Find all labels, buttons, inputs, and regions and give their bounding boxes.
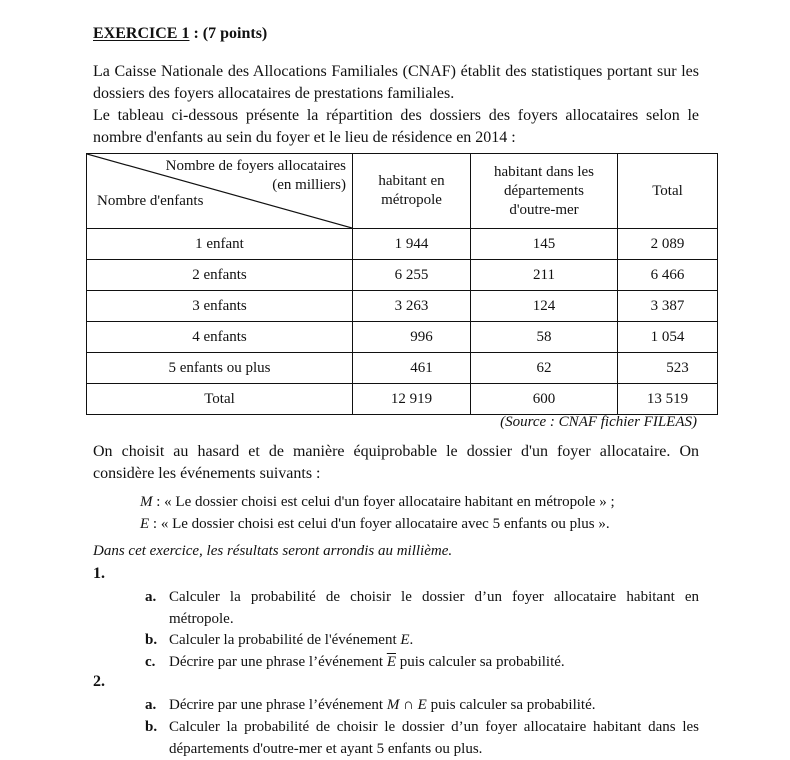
intro-line: dossiers des foyers allocataires de prestations familiales. (93, 85, 455, 102)
question-2b (145, 716, 699, 760)
corner-top-line: (en milliers) (272, 177, 346, 193)
question-1c (145, 651, 699, 673)
cell-metropole: 12 919 (353, 384, 471, 415)
intro-line: Le tableau ci-dessous présente la répartition des dossiers des foyers allocataires selon le (93, 107, 699, 124)
cell-total: 523 (618, 353, 718, 384)
part-text: Calculer la probabilité de l'événement (169, 632, 401, 648)
row-label: Total (87, 384, 353, 415)
exercise-title (93, 25, 267, 43)
table-row (87, 260, 718, 291)
cell-metropole: 996 (353, 322, 471, 353)
data-table (86, 153, 718, 415)
part-letter: a. (145, 697, 157, 713)
row-label: 5 enfants ou plus (87, 353, 353, 384)
col-header-total (618, 154, 718, 229)
part-letter: c. (145, 654, 156, 670)
part-text: métropole. (169, 611, 234, 627)
event-e-text: : « Le dossier choisi est celui d'un foyer allocataire avec 5 enfants ou plus ». (149, 516, 610, 532)
cell-metropole: 3 263 (353, 291, 471, 322)
table-row (87, 291, 718, 322)
cell-metropole: 461 (353, 353, 471, 384)
event-complement-symbol: $\overline{E}$ (386, 654, 396, 670)
intro-line: nombre d'enfants au sein du foyer et le lieu de résidence en 2014 : (93, 129, 516, 146)
event-e-symbol: E (140, 516, 150, 532)
cell-outre-mer: 600 (471, 384, 618, 415)
col-header-line: d'outre-mer (509, 201, 579, 218)
question-1b (145, 629, 699, 651)
part-text: puis calculer sa probabilité. (426, 697, 596, 713)
col-header-line: habitant dans les (494, 163, 594, 180)
table-row (87, 353, 718, 384)
col-header-line: départements (504, 182, 584, 199)
exercise-label: EXERCICE 1 (93, 25, 190, 42)
cell-total: 1 054 (618, 322, 718, 353)
event-e (140, 516, 610, 533)
row-label: 2 enfants (87, 260, 353, 291)
part-text: Décrire par une phrase l’événement (169, 697, 387, 713)
context-paragraph (93, 441, 699, 485)
event-intersection-symbol: M ∩ E (386, 697, 427, 713)
part-text: . (409, 632, 414, 648)
cell-outre-mer: 145 (471, 229, 618, 260)
cell-total: 3 387 (618, 291, 718, 322)
corner-top-line: Nombre de foyers allocataires (165, 158, 346, 174)
table-corner-cell (87, 154, 353, 229)
table-source: (Source : CNAF fichier FILEAS) (500, 414, 697, 430)
event-symbol: E (400, 632, 410, 648)
table-row (87, 229, 718, 260)
col-header-line: Total (652, 182, 683, 199)
part-text: puis calculer sa probabilité. (395, 654, 565, 670)
part-letter: b. (145, 632, 158, 648)
cell-total: 13 519 (618, 384, 718, 415)
cell-metropole: 6 255 (353, 260, 471, 291)
intro-line: La Caisse Nationale des Allocations Familiales (CNAF) établit des statistiques portant sur les (93, 63, 699, 80)
event-m-text: : « Le dossier choisi est celui d'un foyer allocataire habitant en métropole » ; (152, 494, 615, 510)
table-row (87, 322, 718, 353)
cell-total: 6 466 (618, 260, 718, 291)
intro-paragraph-1 (93, 61, 699, 105)
part-text: Calculer la probabilité de choisir le dossier d’un foyer allocataire habitant dans les (169, 719, 699, 735)
part-text: Calculer la probabilité de choisir le dossier d’un foyer allocataire habitant en (169, 589, 699, 605)
table-header-row (87, 154, 718, 229)
col-header-metropole (353, 154, 471, 229)
event-m-symbol: M (140, 494, 153, 510)
part-letter: b. (145, 719, 158, 735)
cell-outre-mer: 58 (471, 322, 618, 353)
part-text: Décrire par une phrase l’événement (169, 654, 387, 670)
question-2-number: 2. (93, 673, 105, 690)
row-label: 4 enfants (87, 322, 353, 353)
context-line: On choisit au hasard et de manière équiprobable le dossier d'un foyer allocataire. On (93, 443, 699, 460)
table-total-row (87, 384, 718, 415)
cell-outre-mer: 124 (471, 291, 618, 322)
exercise-points: : (7 points) (189, 25, 268, 42)
question-1a (145, 586, 699, 630)
cell-outre-mer: 211 (471, 260, 618, 291)
row-label: 1 enfant (87, 229, 353, 260)
col-header-line: métropole (381, 192, 442, 208)
cell-total: 2 089 (618, 229, 718, 260)
part-text: départements d'outre-mer et ayant 5 enfants ou plus. (169, 741, 483, 757)
rounding-note: Dans cet exercice, les résultats seront arrondis au millième. (93, 543, 453, 559)
event-m (140, 494, 615, 511)
intro-paragraph-2 (93, 105, 699, 149)
corner-top-label (166, 157, 346, 195)
question-2a (145, 694, 699, 716)
col-header-line: habitant en (378, 173, 445, 189)
part-letter: a. (145, 589, 157, 605)
col-header-outre-mer (471, 154, 618, 229)
cell-metropole: 1 944 (353, 229, 471, 260)
cell-outre-mer: 62 (471, 353, 618, 384)
row-label: 3 enfants (87, 291, 353, 322)
corner-bottom-label: Nombre d'enfants (97, 193, 204, 209)
context-line: considère les événements suivants : (93, 465, 321, 482)
question-1-number: 1. (93, 565, 105, 582)
